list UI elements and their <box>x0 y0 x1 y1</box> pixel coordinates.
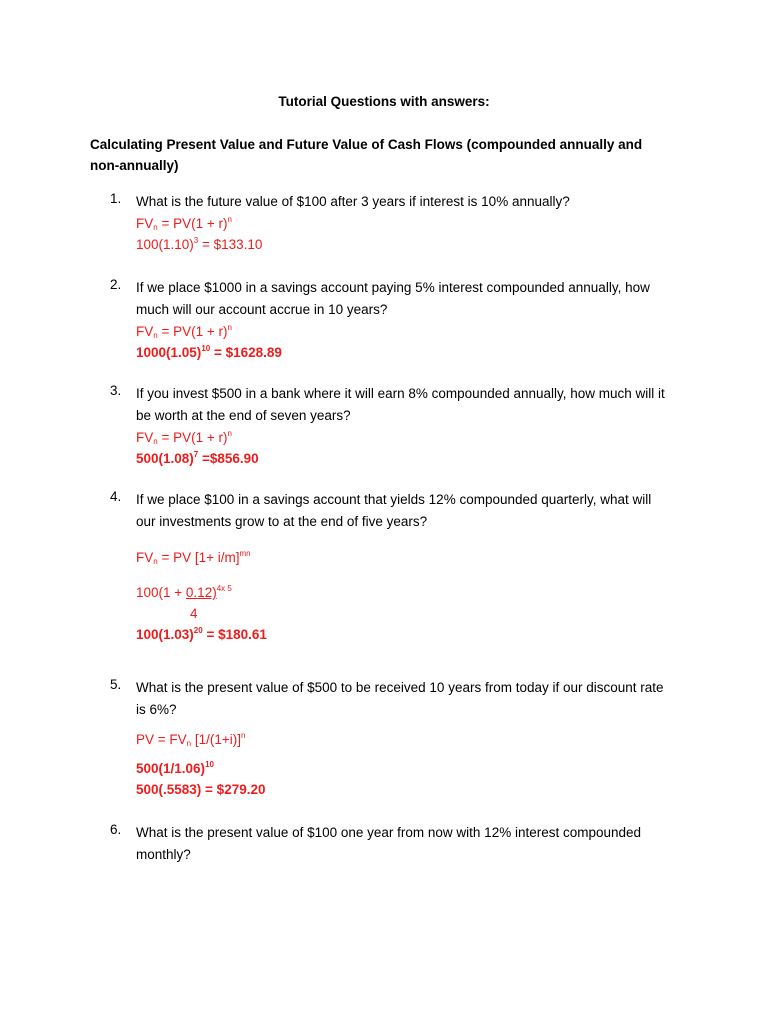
question-text: What is the present value of $500 to be received 10 years from today if our discount rate is 6%? <box>136 680 664 717</box>
page-title: Tutorial Questions with answers: <box>278 94 490 109</box>
question-text: If we place $1000 in a savings account paying 5% interest compounded annually, how much will our account accrue in 10 years? <box>136 280 650 317</box>
question-text: If you invest $500 in a bank where it will earn 8% compounded annually, how much will it be worth at the end of seven years? <box>136 386 665 423</box>
answer-calculation: $1000(1.05)^{10}$ = $1628.89 <box>136 344 282 360</box>
section-heading: Calculating Present Value and Future Value of Cash Flows (compounded annually and non-annually) <box>90 137 643 173</box>
question-5 <box>110 677 670 800</box>
question-number: 1. <box>110 191 122 206</box>
question-number: 3. <box>110 383 122 398</box>
answer-fraction-numerator: $100(1 + 0.12)^{4x 5}$ <box>136 584 232 600</box>
answer-calculation: $500(1/1.06)^{10}$ <box>136 760 214 776</box>
question-text: What is the future value of $100 after 3 years if interest is 10% annually? <box>136 194 570 209</box>
answer-calculation: $100(1.10)^3$ = $133.10 <box>136 236 263 252</box>
answer-formula: $FV_n$ = PV $[1+ i/m]^{mn}$ <box>136 549 251 566</box>
question-text: If we place $100 in a savings account that yields 12% compounded quarterly, what will our investments grow to at the end of five years? <box>136 492 652 529</box>
answer-formula: PV = $FV_n$ $[1/(1+i)]^n$ <box>136 731 246 748</box>
question-number: 6. <box>110 822 122 837</box>
question-4 <box>110 489 670 645</box>
answer-formula: $FV_n = PV(1 + r)^n$ <box>136 215 232 232</box>
answer-fraction-denominator: 4 <box>190 606 198 621</box>
question-text: What is the present value of $100 one year from now with 12% interest compounded monthly? <box>136 825 642 862</box>
question-1 <box>110 191 670 255</box>
question-number: 2. <box>110 277 122 292</box>
answer-calculation: $500(1.08)^7$ =$856.90 <box>136 450 259 466</box>
question-number: 5. <box>110 677 122 692</box>
question-3 <box>110 383 670 469</box>
question-2 <box>110 277 670 363</box>
answer-calculation: $100(1.03)^{20}$ = $180.61 <box>136 626 267 642</box>
answer-formula: $FV_n = PV(1 + r)^n$ <box>136 429 232 446</box>
question-6 <box>110 822 670 866</box>
answer-formula: $FV_n = PV(1 + r)^n$ <box>136 323 232 340</box>
question-number: 4. <box>110 489 122 504</box>
answer-result: 500(.5583) = $279.20 <box>136 782 266 797</box>
